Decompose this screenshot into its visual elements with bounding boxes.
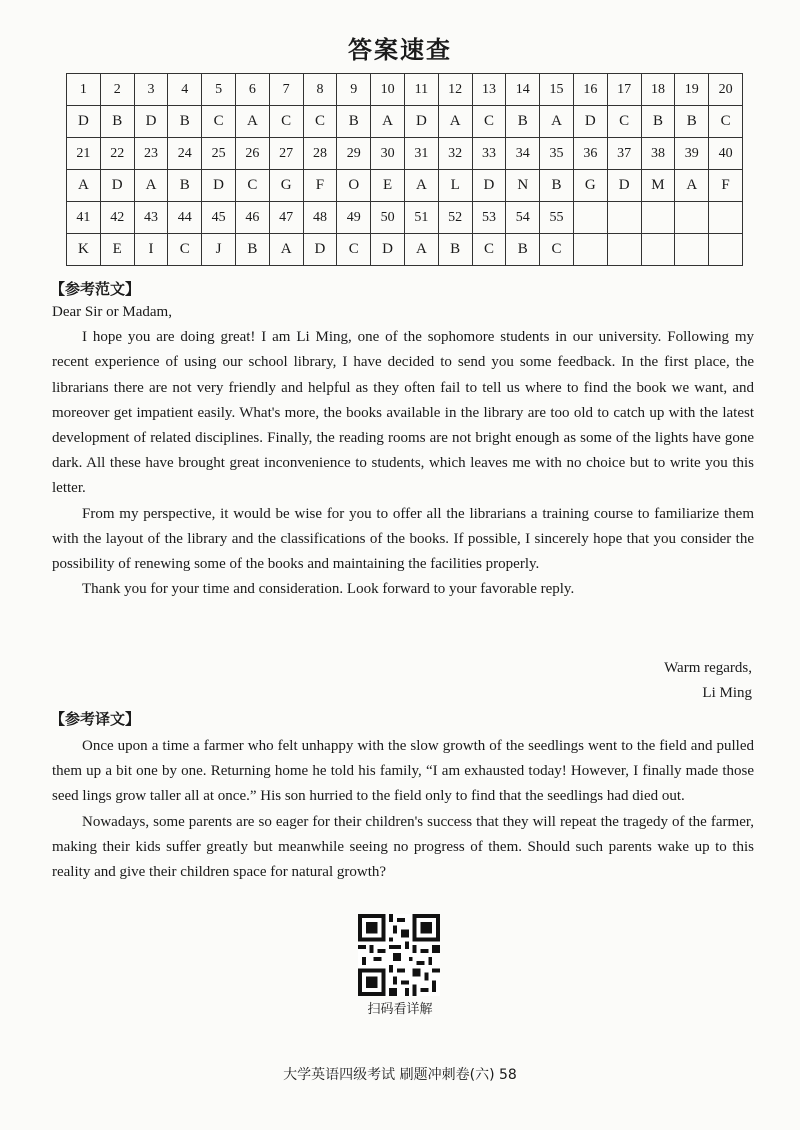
answer-cell: A (675, 170, 709, 202)
essay-body (52, 300, 754, 602)
answer-cell (641, 234, 675, 266)
question-number-cell: 1 (67, 74, 101, 106)
question-number-cell: 35 (540, 138, 574, 170)
question-number-cell: 39 (675, 138, 709, 170)
question-number-cell: 6 (235, 74, 269, 106)
question-number-cell: 45 (202, 202, 236, 234)
answer-cell: C (472, 106, 506, 138)
answer-cell: G (269, 170, 303, 202)
answer-table-row (67, 202, 743, 234)
page-footer: 大学英语四级考试 刷题冲刺卷(六) 58 (283, 1067, 517, 1083)
answer-table-row (67, 106, 743, 138)
answer-cell: A (134, 170, 168, 202)
answer-cell: E (371, 170, 405, 202)
answer-cell: M (641, 170, 675, 202)
answer-cell: C (472, 234, 506, 266)
answer-key-table (66, 73, 743, 266)
question-number-cell: 14 (506, 74, 540, 106)
question-number-cell: 33 (472, 138, 506, 170)
answer-cell: B (438, 234, 472, 266)
question-number-cell: 40 (709, 138, 743, 170)
answer-cell: D (472, 170, 506, 202)
question-number-cell: 2 (100, 74, 134, 106)
answer-cell: A (540, 106, 574, 138)
answer-cell: B (675, 106, 709, 138)
answer-cell: C (202, 106, 236, 138)
answer-cell: D (607, 170, 641, 202)
answer-cell: C (168, 234, 202, 266)
question-number-cell: 50 (371, 202, 405, 234)
question-number-cell: 43 (134, 202, 168, 234)
answer-cell: A (235, 106, 269, 138)
answer-cell: I (134, 234, 168, 266)
answer-cell: C (269, 106, 303, 138)
question-number-cell: 18 (641, 74, 675, 106)
question-number-cell: 19 (675, 74, 709, 106)
question-number-cell: 28 (303, 138, 337, 170)
answer-cell: B (506, 234, 540, 266)
answer-cell: B (168, 170, 202, 202)
answer-cell: C (709, 106, 743, 138)
answer-cell: C (607, 106, 641, 138)
question-number-cell: 49 (337, 202, 371, 234)
question-number-cell: 32 (438, 138, 472, 170)
essay-heading: 【参考范文】 (50, 280, 141, 298)
question-number-cell: 54 (506, 202, 540, 234)
answer-cell: C (235, 170, 269, 202)
answer-cell: O (337, 170, 371, 202)
question-number-cell: 8 (303, 74, 337, 106)
answer-cell: A (269, 234, 303, 266)
question-number-cell: 51 (404, 202, 438, 234)
answer-cell: B (506, 106, 540, 138)
answer-cell: B (641, 106, 675, 138)
question-number-cell: 16 (573, 74, 607, 106)
essay-paragraph: I hope you are doing great! I am Li Ming, one of the sophomore students in our university. Following my recent experience of using our school library, I have decided to send you some feedback. In the first place, the librarians there are not very friendly and helpful as they often fail to tell us where to find the book we want, and moreover get impatient easily. What's more, the books available in the library are too old to catch up with the latest development of related disciplines. Finally, the reading rooms are not bright enough as some of the lights have gone dark. All these have brought great inconvenience to students, which leaves me with no choice but to write you this letter. (52, 329, 754, 497)
answer-cell: B (235, 234, 269, 266)
answer-cell: D (67, 106, 101, 138)
answer-cell: E (100, 234, 134, 266)
answer-table-row (67, 234, 743, 266)
question-number-cell (573, 202, 607, 234)
answer-table-row (67, 170, 743, 202)
translation-paragraph: Once upon a time a farmer who felt unhappy with the slow growth of the seedlings went to the field and pulled them up a bit one by one. Returning home he told his family, “I am exhausted today! However, I finally made those seed lings grow taller all at once.” His son hurried to the field only to find that the seedlings had died out. (52, 738, 754, 805)
qr-label: 扫码看详解 (367, 1002, 433, 1017)
question-number-cell: 13 (472, 74, 506, 106)
question-number-cell: 47 (269, 202, 303, 234)
essay-paragraph: From my perspective, it would be wise for you to offer all the librarians a training course to familiarize them with the layout of the library and the classifications of the books. If possible, I sincerely hope that you consider the possibility of renewing some of the books and maintaining the facilities properly. (52, 505, 754, 573)
question-number-cell: 23 (134, 138, 168, 170)
question-number-cell: 20 (709, 74, 743, 106)
answer-cell: D (100, 170, 134, 202)
question-number-cell: 34 (506, 138, 540, 170)
answer-cell: D (573, 106, 607, 138)
question-number-cell (709, 202, 743, 234)
question-number-cell: 52 (438, 202, 472, 234)
answer-cell: D (404, 106, 438, 138)
question-number-cell: 31 (404, 138, 438, 170)
answer-cell: K (67, 234, 101, 266)
essay-salutation: Dear Sir or Madam, (52, 304, 172, 320)
question-number-cell: 38 (641, 138, 675, 170)
question-number-cell: 12 (438, 74, 472, 106)
answer-cell: A (67, 170, 101, 202)
answer-cell: A (371, 106, 405, 138)
question-number-cell: 11 (404, 74, 438, 106)
question-number-cell (607, 202, 641, 234)
answer-cell (675, 234, 709, 266)
question-number-cell: 25 (202, 138, 236, 170)
question-number-cell: 15 (540, 74, 574, 106)
essay-closing: Warm regards, (664, 660, 752, 676)
question-number-cell: 3 (134, 74, 168, 106)
answer-table-row (67, 74, 743, 106)
question-number-cell: 17 (607, 74, 641, 106)
question-number-cell: 29 (337, 138, 371, 170)
question-number-cell: 4 (168, 74, 202, 106)
question-number-cell: 10 (371, 74, 405, 106)
answer-cell: C (303, 106, 337, 138)
question-number-cell: 5 (202, 74, 236, 106)
question-number-cell: 41 (67, 202, 101, 234)
question-number-cell: 7 (269, 74, 303, 106)
answer-cell (709, 234, 743, 266)
question-number-cell: 36 (573, 138, 607, 170)
answer-cell: F (303, 170, 337, 202)
question-number-cell (675, 202, 709, 234)
answer-cell: D (371, 234, 405, 266)
question-number-cell: 22 (100, 138, 134, 170)
question-number-cell: 44 (168, 202, 202, 234)
answer-cell: L (438, 170, 472, 202)
question-number-cell: 55 (540, 202, 574, 234)
answer-cell (607, 234, 641, 266)
question-number-cell: 48 (303, 202, 337, 234)
answer-cell: N (506, 170, 540, 202)
question-number-cell: 37 (607, 138, 641, 170)
answer-cell: G (573, 170, 607, 202)
translation-heading: 【参考译文】 (50, 710, 141, 728)
answer-cell: B (337, 106, 371, 138)
answer-cell: F (709, 170, 743, 202)
question-number-cell: 42 (100, 202, 134, 234)
question-number-cell: 26 (235, 138, 269, 170)
qr-code-icon[interactable] (358, 914, 440, 996)
answer-cell: C (540, 234, 574, 266)
question-number-cell: 9 (337, 74, 371, 106)
answer-cell (573, 234, 607, 266)
page-title: 答案速查 (348, 36, 452, 64)
answer-cell: J (202, 234, 236, 266)
essay-signature: Li Ming (702, 685, 752, 701)
answer-cell: D (202, 170, 236, 202)
answer-cell: C (337, 234, 371, 266)
answer-cell: B (100, 106, 134, 138)
question-number-cell: 24 (168, 138, 202, 170)
answer-cell: A (438, 106, 472, 138)
question-number-cell: 30 (371, 138, 405, 170)
answer-cell: D (303, 234, 337, 266)
answer-cell: D (134, 106, 168, 138)
question-number-cell (641, 202, 675, 234)
answer-table-row (67, 138, 743, 170)
essay-paragraph: Thank you for your time and consideration. Look forward to your favorable reply. (82, 581, 575, 598)
question-number-cell: 53 (472, 202, 506, 234)
question-number-cell: 21 (67, 138, 101, 170)
answer-cell: A (404, 170, 438, 202)
answer-cell: B (540, 170, 574, 202)
question-number-cell: 27 (269, 138, 303, 170)
translation-paragraph: Nowadays, some parents are so eager for their children's success that they will repeat the tragedy of the farmer, making their kids suffer greatly but meanwhile seeing no progress of them. Should such parents wake up to this reality and give their children space for natural growth? (52, 813, 754, 881)
answer-cell: A (404, 234, 438, 266)
translation-body (52, 734, 754, 885)
question-number-cell: 46 (235, 202, 269, 234)
answer-cell: B (168, 106, 202, 138)
